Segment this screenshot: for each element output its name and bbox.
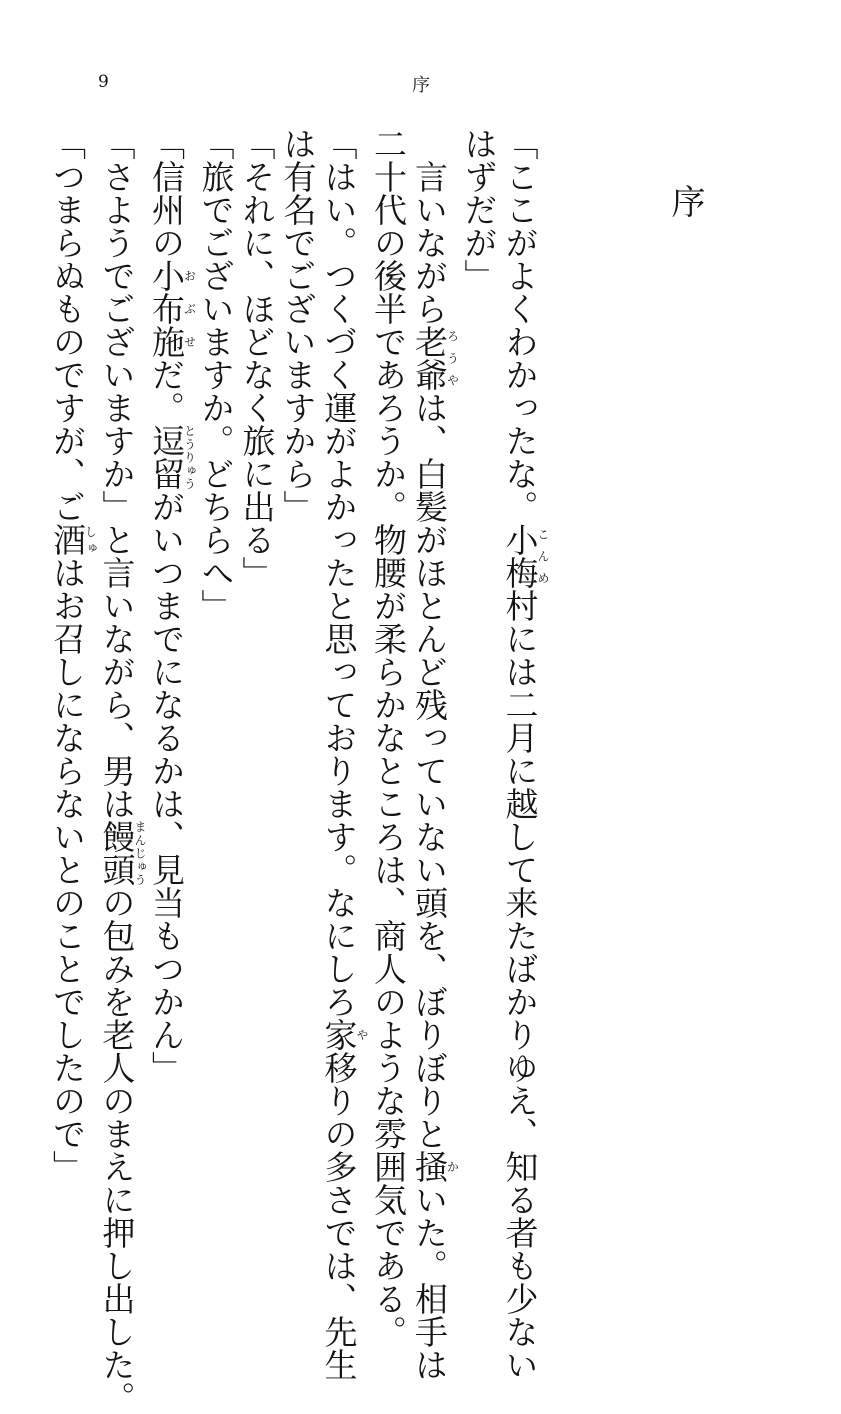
text-segment: がいつまでになるかは、見当もつかん」 (147, 490, 186, 1084)
ruby-base: 掻 (410, 1150, 449, 1183)
text-segment: 移りの多さでは、先生 (319, 1051, 359, 1381)
text-line (278, 127, 319, 1127)
ruby-annotation (410, 1150, 460, 1183)
text-line (237, 127, 278, 1127)
ruby-base: 小布施 (147, 259, 186, 358)
ruby-base: 家 (319, 1018, 359, 1051)
text-segment: 「つまらぬものですが、ご (48, 127, 87, 523)
ruby-annotation (319, 1018, 369, 1051)
text-segment: 「さようでございますか」と言いながら、男は (97, 127, 137, 820)
ruby-annotation (147, 259, 197, 358)
ruby-base: 逗留 (147, 424, 186, 490)
text-segment: 言いながら (410, 160, 449, 325)
ruby-annotation (410, 325, 460, 391)
text-line (196, 127, 237, 1127)
text-segment: 「それに、ほどなく旅に出る」 (237, 127, 277, 589)
ruby-reading: しゅ (83, 523, 98, 556)
ruby-base: 老爺 (410, 325, 449, 391)
ruby-base: 酒 (48, 523, 87, 556)
text-segment: 二十代の後半であろうか。物腰が柔らかなところは、商人のような雰囲気である。 (369, 127, 408, 1348)
running-head: 序 (412, 75, 430, 96)
text-segment: 「旅でございますか。どちらへ」 (196, 127, 236, 622)
text-line (319, 127, 369, 1381)
text-line (368, 127, 409, 1348)
text-segment: 「ここがよくわかったな。 (500, 127, 540, 523)
text-segment: 「信州の (147, 127, 186, 259)
ruby-reading: まんじゅう (133, 820, 147, 886)
text-segment: 「はい。つくづく運がよかったと思っております。なにしろ (319, 127, 359, 1018)
chapter-title: 序 (665, 184, 705, 218)
text-segment: は、白髪がほとんど残っていない頭を、ぼりぼりと (410, 391, 449, 1150)
text-line (500, 127, 550, 1381)
text-line (97, 127, 147, 1414)
ruby-annotation (97, 820, 147, 886)
ruby-reading: か (445, 1150, 460, 1183)
ruby-annotation (147, 424, 197, 490)
text-line (459, 127, 500, 1127)
text-segment: は有名でございますから」 (278, 127, 318, 523)
ruby-reading: や (355, 1018, 369, 1051)
body-text (47, 127, 550, 1414)
text-line (409, 127, 460, 1381)
text-line (146, 127, 196, 1127)
page-number: 9 (98, 72, 109, 92)
ruby-reading: こんめ (536, 523, 550, 589)
text-line (47, 127, 98, 1183)
ruby-reading: おぶせ (182, 259, 197, 358)
text-segment: 村には二月に越して来たばかりゆえ、知る者も少ない (500, 589, 540, 1381)
ruby-annotation (48, 523, 98, 556)
ruby-base: 小梅 (500, 523, 540, 589)
text-segment: いた。相手は (410, 1183, 449, 1381)
text-segment: はずだが」 (459, 127, 499, 292)
text-segment: だ。 (147, 358, 186, 424)
text-segment: の包みを老人のまえに押し出した。 (97, 886, 137, 1414)
ruby-reading: とうりゅう (182, 424, 197, 490)
ruby-base: 饅頭 (97, 820, 137, 886)
ruby-annotation (500, 523, 550, 589)
ruby-reading: ろうや (445, 325, 460, 391)
text-segment: はお召しにならないとのことでしたので」 (48, 556, 87, 1183)
